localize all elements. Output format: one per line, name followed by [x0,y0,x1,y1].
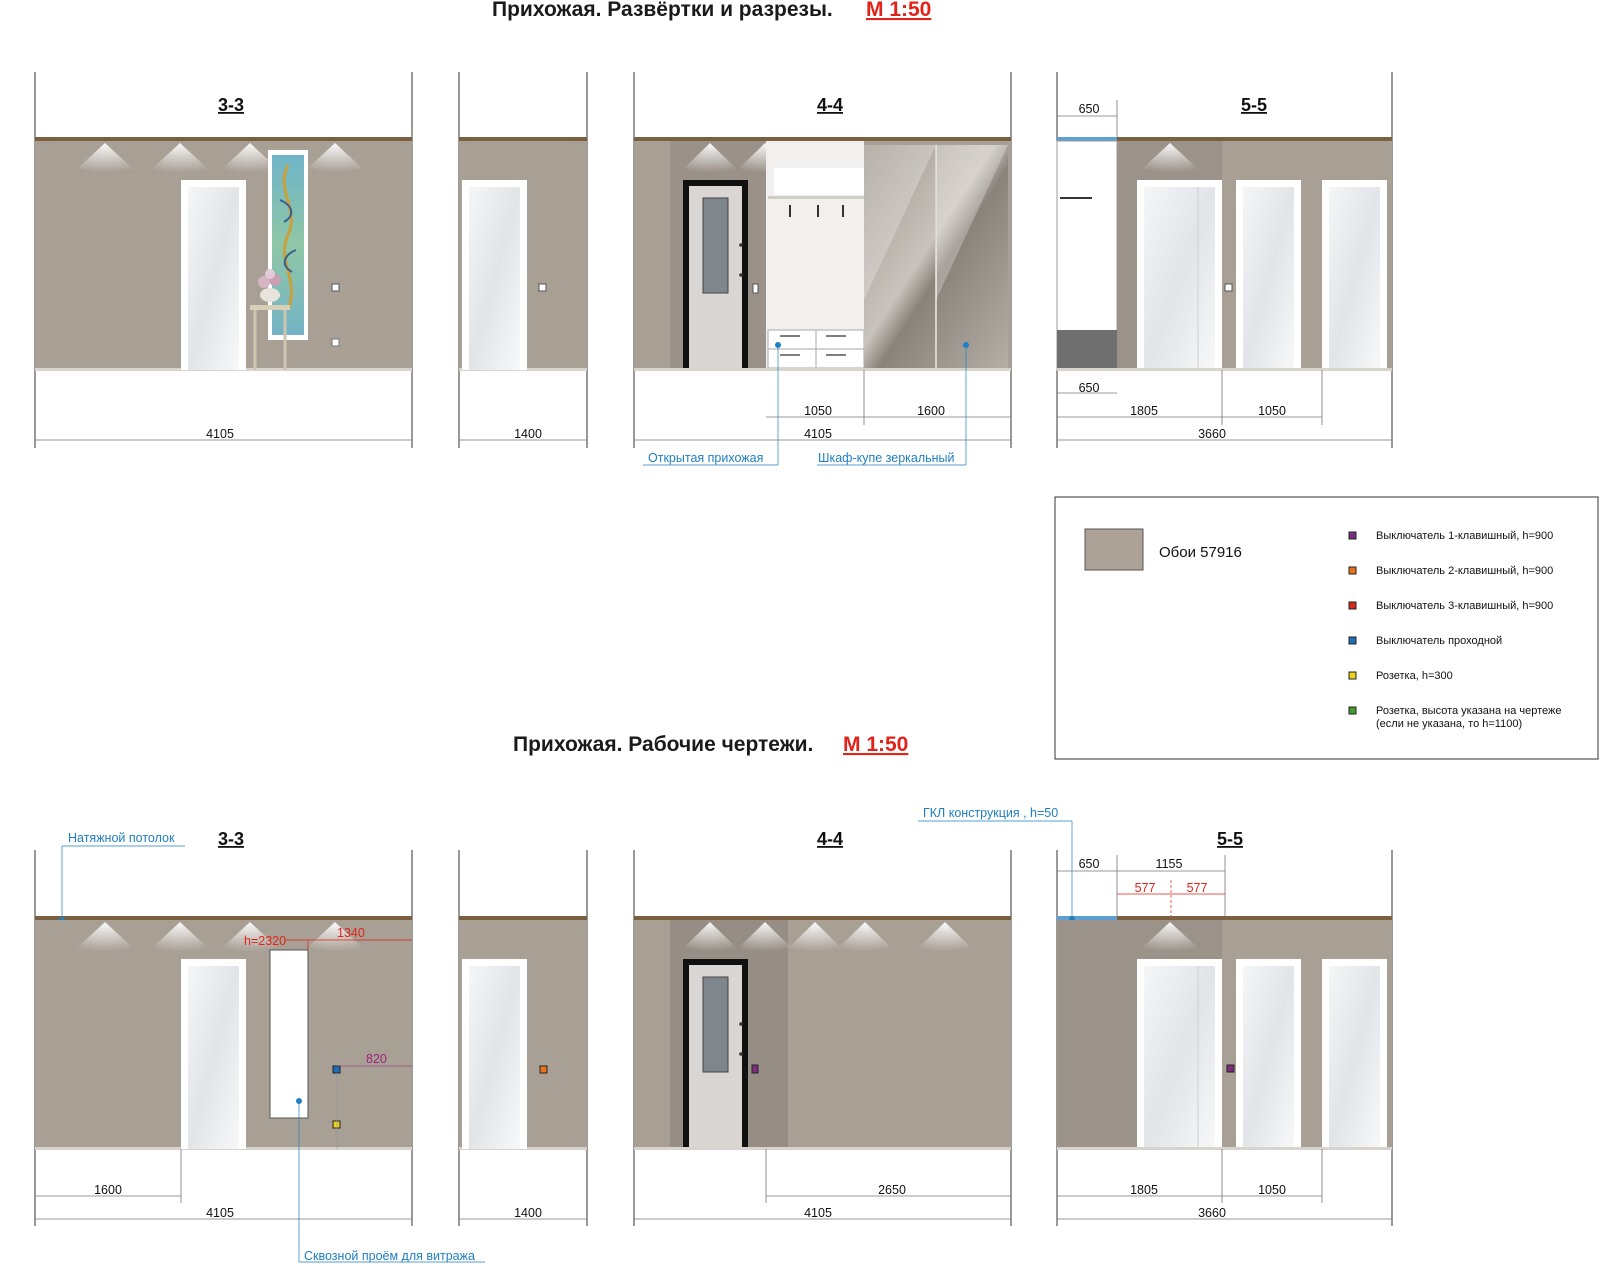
legend-symbol-icon [1349,707,1356,714]
switch-1key-icon [752,1065,758,1073]
wallpaper-label: Обои 57916 [1159,544,1242,561]
dim-total: 4105 [206,427,234,441]
legend-symbol-icon [1349,602,1356,609]
section-label: 3-3 [217,95,245,115]
note-open-hallway: Открытая прихожая [648,451,764,465]
dim-1805: 1805 [1130,404,1158,418]
section-label: 5-5 [1216,829,1244,849]
dim-total: 1400 [514,1206,542,1220]
opening-for-stained-glass [270,950,308,1118]
section-label: 5-5 [1240,95,1268,115]
note-gkl-construction: ГКЛ конструкция , h=50 [923,806,1059,820]
dim-1155: 1155 [1155,857,1183,871]
top-section-4-4 [634,72,1011,465]
legend-symbol-icon [1349,672,1356,679]
legend-item-label: Выключатель 2-клавишный, h=900 [1376,565,1554,577]
note-mirror-wardrobe: Шкаф-купе зеркальный [818,451,955,465]
top-scale: М 1:50 [866,0,932,21]
section-label: 3-3 [217,829,245,849]
bottom-section-2 [459,850,587,1226]
dim-650-top: 650 [1078,102,1100,116]
dim-total: 3660 [1198,427,1226,441]
top-section-3-3 [35,72,412,448]
switch-2key-icon [540,1066,547,1073]
dim-1050: 1050 [1258,1183,1286,1197]
dim-1600: 1600 [94,1183,122,1197]
socket-icon [332,339,339,346]
section-label: 4-4 [816,95,844,115]
legend-item-label-line2: (если не указана, то h=1100) [1376,718,1523,730]
switch-icon [1225,284,1232,291]
dim-820: 820 [366,1052,387,1066]
dim-2650: 2650 [878,1183,906,1197]
legend-symbol-icon [1349,532,1356,539]
dim-1805: 1805 [1130,1183,1158,1197]
top-section-5-5 [1057,72,1392,448]
top-section-2 [459,72,587,448]
dim-1050: 1050 [1258,404,1286,418]
note-through-opening: Сквозной проём для витража [304,1249,475,1263]
dim-total: 1400 [514,427,542,441]
dim-h2320: h=2320 [244,934,287,948]
bottom-section-3-3 [35,829,485,1263]
pass-switch-icon [333,1066,340,1073]
legend-item-label: Выключатель 1-клавишный, h=900 [1376,530,1554,542]
dim-total: 4105 [804,427,832,441]
dim-650-low: 650 [1078,381,1100,395]
dim-650: 650 [1078,857,1100,871]
bottom-title: Прихожая. Рабочие чертежи. [513,733,814,756]
switch-1key-icon [1227,1065,1234,1072]
switch-icon [332,284,339,291]
dim-total: 4105 [206,1206,234,1220]
wallpaper-swatch [1085,529,1143,570]
legend-symbol-icon [1349,637,1356,644]
legend-box [1055,497,1598,759]
dim-total: 3660 [1198,1206,1226,1220]
legend-item-label: Розетка, высота указана на чертеже [1376,705,1562,717]
socket-icon [333,1121,340,1128]
dim-1600: 1600 [917,404,945,418]
bottom-section-4-4 [634,829,1011,1226]
section-label: 4-4 [816,829,844,849]
dim-1050: 1050 [804,404,832,418]
switch-icon [539,284,546,291]
legend-symbol-icon [1349,567,1356,574]
dim-total: 4105 [804,1206,832,1220]
bottom-scale: М 1:50 [843,733,909,756]
legend-item-label: Выключатель проходной [1376,635,1503,647]
top-title: Прихожая. Развёртки и разрезы. [492,0,833,21]
legend-item-label: Выключатель 3-клавишный, h=900 [1376,600,1554,612]
dim-577-left: 577 [1134,881,1156,895]
dim-1340: 1340 [337,926,365,940]
legend-item-label: Розетка, h=300 [1376,670,1453,682]
dim-577-right: 577 [1186,881,1208,895]
note-stretch-ceiling: Натяжной потолок [68,831,175,845]
